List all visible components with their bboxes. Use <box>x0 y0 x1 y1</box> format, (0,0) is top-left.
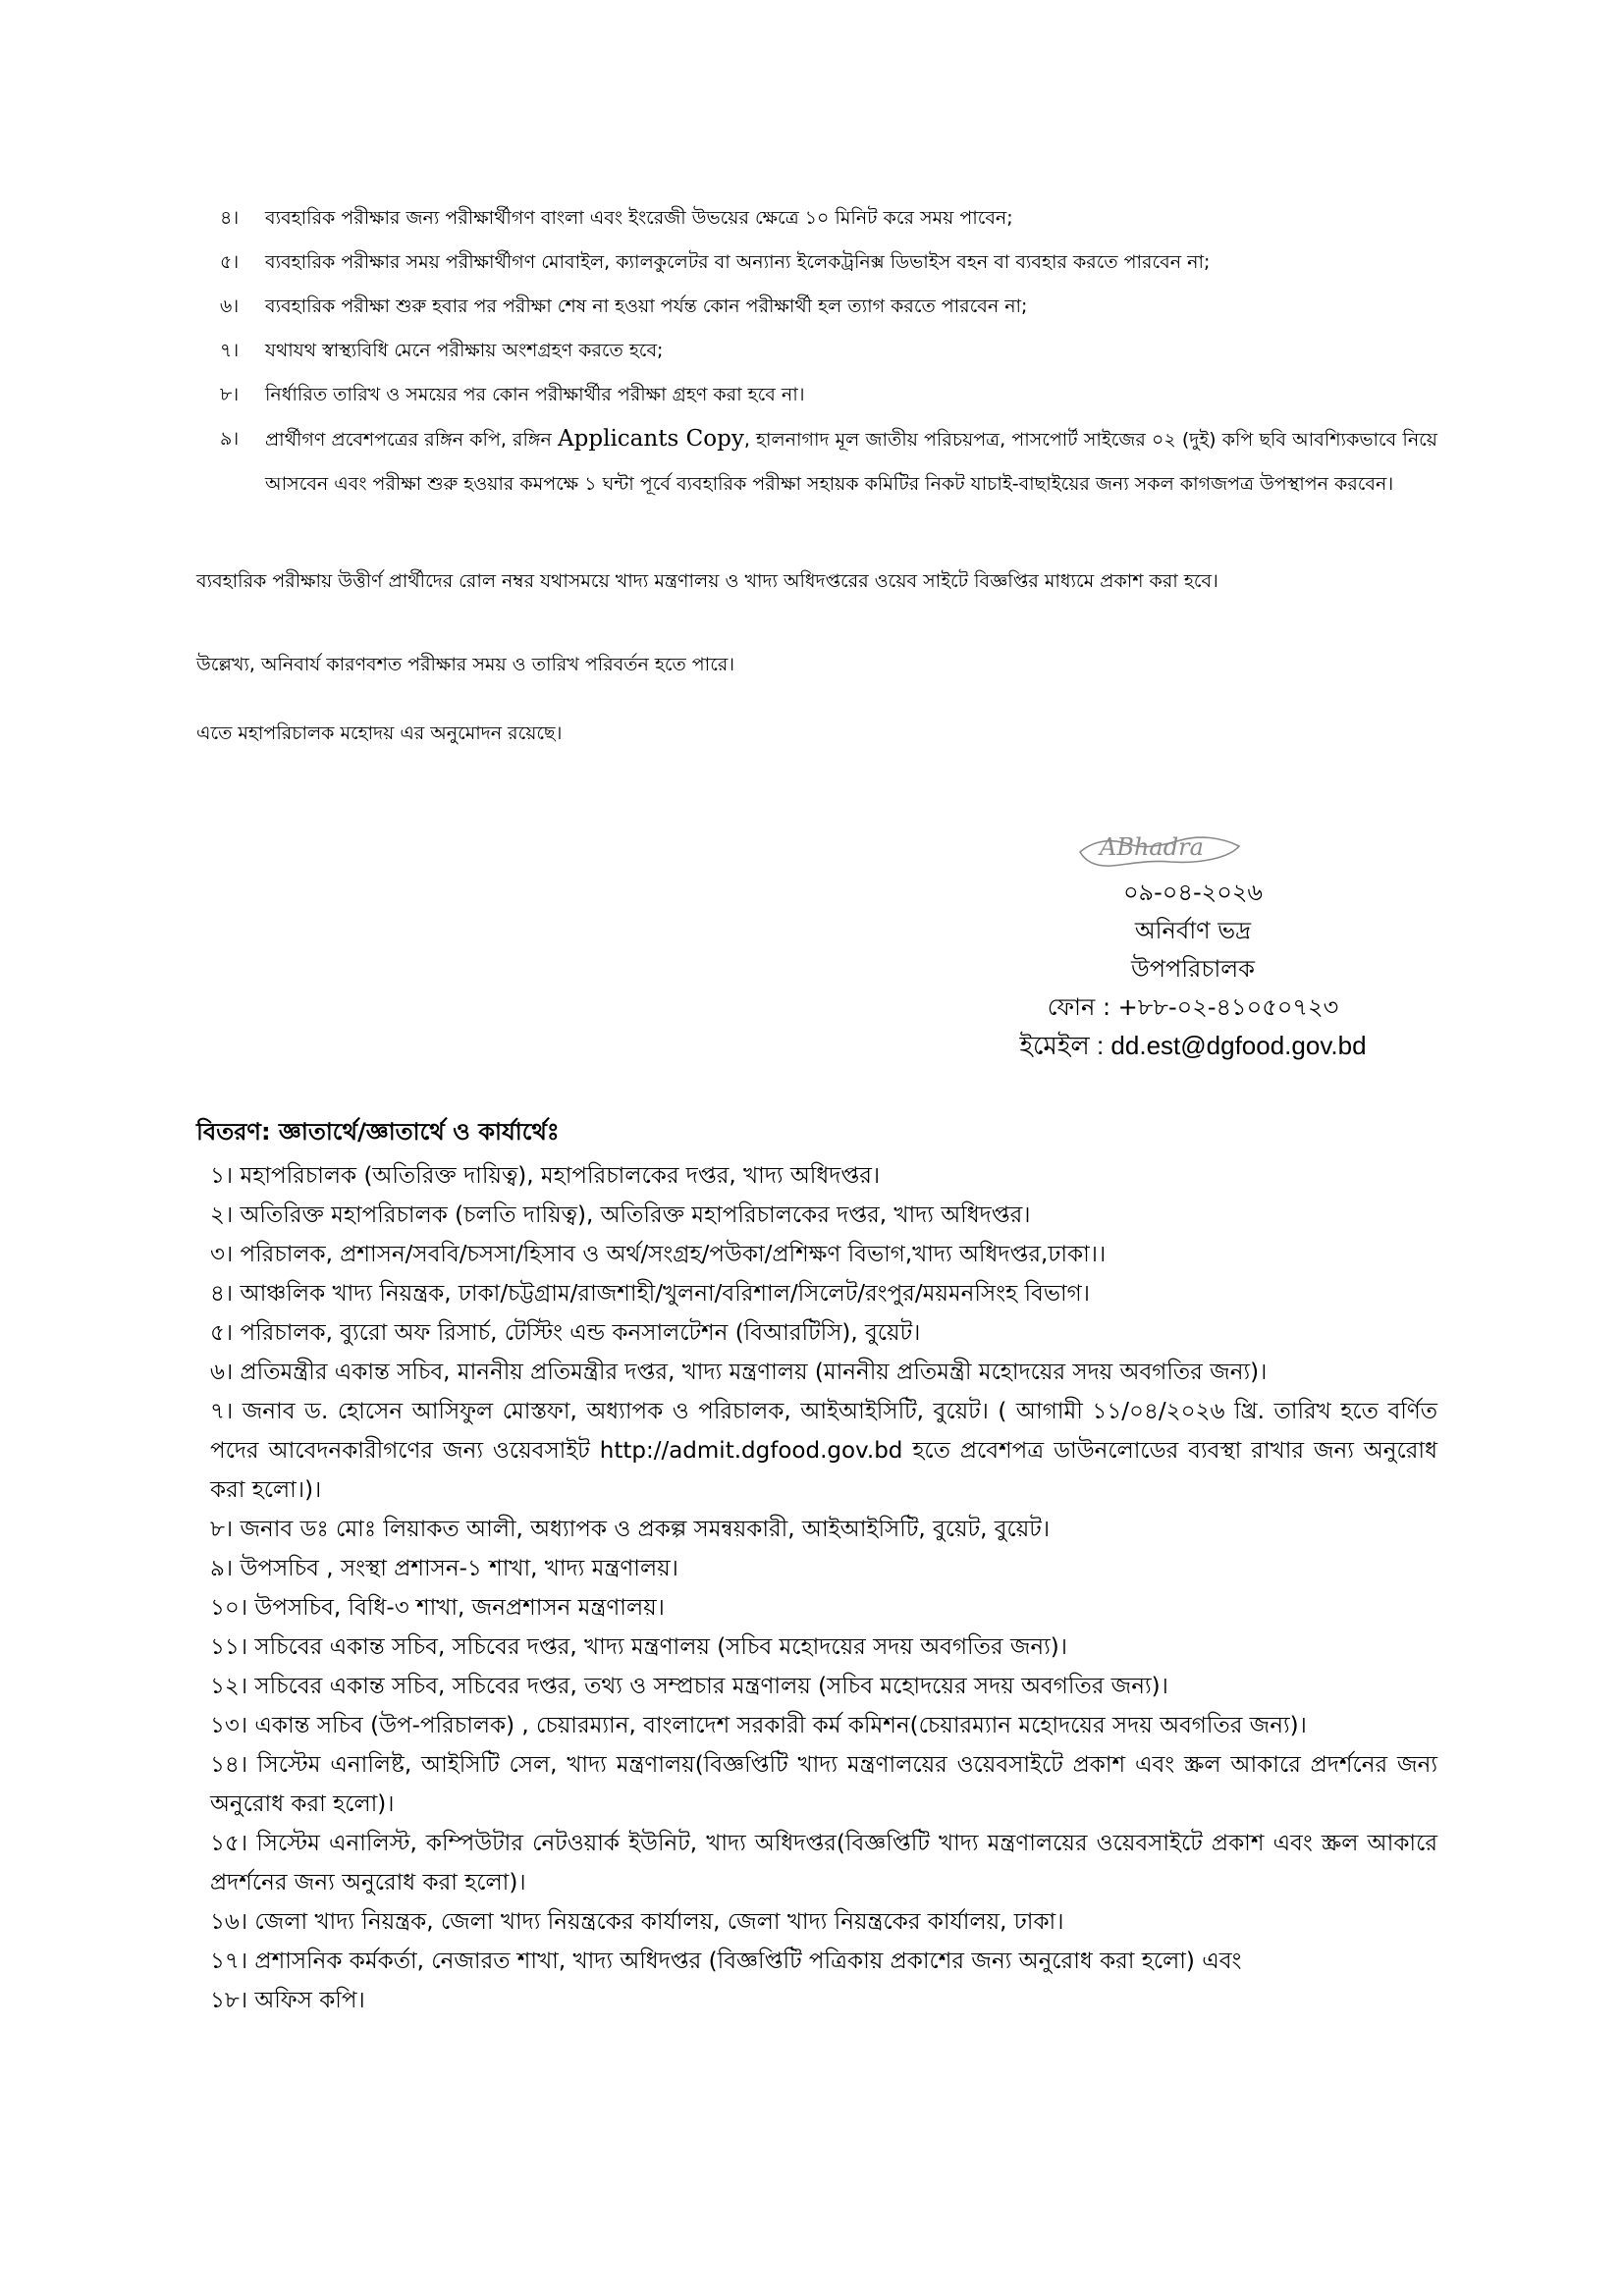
instruction-number: ৫। <box>220 251 240 273</box>
result-notice: ব্যবহারিক পরীক্ষায় উত্তীর্ণ প্রার্থীদের রোল নম্বর যথাসময়ে খাদ্য মন্ত্রণালয় ও খাদ্য অধিদপ্তরের ওয়েব সাইটে বিজ্ঞপ্তির মাধ্যমে প্রকাশ করা হবে। <box>196 570 1218 592</box>
applicants-copy-text: Applicants Copy <box>558 426 744 452</box>
instruction-item <box>220 240 1437 285</box>
instruction-number: ৭। <box>220 340 240 361</box>
instruction-text: ব্যবহারিক পরীক্ষার জন্য পরীক্ষার্থীগণ বাংলা এবং ইংরেজী উভয়ের ক্ষেত্রে ১০ মিনিট করে সময় পাবেন; <box>265 207 1013 229</box>
instruction-item <box>220 417 1437 507</box>
instruction-item <box>220 373 1437 417</box>
instruction-item <box>220 196 1437 240</box>
distribution-item: ১৪। সিস্টেম এনালিষ্ট, আইসিটি সেল, খাদ্য মন্ত্রণালয়(বিজ্ঞপ্তিটি খাদ্য মন্ত্রণালয়ের ওয়েবসাইটে প্রকাশ এবং স্ক্রল আকারে প্রদর্শনের জন্য অনুরোধ করা হলো)। <box>210 1752 1437 1817</box>
instruction-text-part: প্রার্থীগণ প্রবেশপত্রের রঙ্গিন কপি, রঙ্গিন <box>265 429 559 451</box>
distribution-item: ১৭। প্রশাসনিক কর্মকর্তা, নেজারত শাখা, খাদ্য অধিদপ্তর (বিজ্ঞপ্তিটি পত্রিকায় প্রকাশের জন্য অনুরোধ করা হলো) এবং <box>210 1949 1242 1974</box>
distribution-item: ১৩। একান্ত সচিব (উপ-পরিচালক) , চেয়ারম্যান, বাংলাদেশ সরকারী কর্ম কমিশন(চেয়ারম্যান মহোদয়ের সদয় অবগতির জন্য)। <box>210 1713 1307 1738</box>
signatory-designation: উপপরিচালক <box>1131 955 1255 983</box>
signature-block <box>982 874 1404 1065</box>
instruction-number: ৬। <box>220 295 240 317</box>
distribution-item: ১৮। অফিস কপি। <box>210 1988 365 2013</box>
instruction-item <box>220 329 1437 373</box>
signature-image <box>1072 811 1249 880</box>
signature-date: ০৯-০৪-২০২৬ <box>1122 879 1264 906</box>
distribution-item: ১২। সচিবের একান্ত সচিব, সচিবের দপ্তর, তথ্য ও সম্প্রচার মন্ত্রণালয় (সচিব মহোদয়ের সদয় অবগতির জন্য)। <box>210 1674 1168 1699</box>
instruction-text: ব্যবহারিক পরীক্ষার সময় পরীক্ষার্থীগণ মোবাইল, ক্যালকুলেটর বা অন্যান্য ইলেকট্রনিক্স ডিভাইস বহন বা ব্যবহার করতে পারবেন না; <box>265 251 1211 273</box>
distribution-list <box>210 1156 1437 2020</box>
distribution-item: ৭। জনাব ড. হোসেন আসিফুল মোস্তফা, অধ্যাপক ও পরিচালক, আইআইসিটি, বুয়েট। ( আগামী ১১/০৪/২০২৬ খ্রি. তারিখ হতে বর্ণিত পদের আবেদনকারীগণের জন্য ওয়েবসাইট http://admit.dgfood.gov.bd হতে প্রবেশপত্র ডাউনলোডের ব্যবস্থা রাখার জন্য অনুরোধ করা হলো।)। <box>210 1399 1437 1503</box>
instruction-text <box>265 417 1437 507</box>
instruction-text-part: , হালনাগাদ মূল জাতীয় পরিচয়পত্র, পাসপোর্ট সাইজের ০২ (দুই) কপি ছবি আবশ্যিকভাবে নিয়ে আসবেন এবং পরীক্ষা শুরু হওয়ার কমপক্ষে ১ ঘন্টা পূর্বে ব্যবহারিক পরীক্ষা সহায়ক কমিটির নিকট যাচাই-বাছাইয়ের জন্য সকল কাগজপত্র উপস্থাপন করবেন। <box>265 429 1437 495</box>
approval-notice: এতে মহাপরিচালক মহোদয় এর অনুমোদন রয়েছে। <box>196 722 563 744</box>
distribution-item: ২। অতিরিক্ত মহাপরিচালক (চলতি দায়িত্ব), অতিরিক্ত মহাপরিচালকের দপ্তর, খাদ্য অধিদপ্তর। <box>210 1202 1031 1228</box>
distribution-item: ৮। জনাব ডঃ মোঃ লিয়াকত আলী, অধ্যাপক ও প্রকল্প সমন্বয়কারী, আইআইসিটি, বুয়েট, বুয়েট। <box>210 1517 1051 1542</box>
distribution-item: ৬। প্রতিমন্ত্রীর একান্ত সচিব, মাননীয় প্রতিমন্ত্রীর দপ্তর, খাদ্য মন্ত্রণালয় (মাননীয় প্রতিমন্ত্রী মহোদয়ের সদয় অবগতির জন্য)। <box>210 1360 1268 1385</box>
instruction-number: ৮। <box>220 384 240 405</box>
distribution-item: ১১। সচিবের একান্ত সচিব, সচিবের দপ্তর, খাদ্য মন্ত্রণালয় (সচিব মহোদয়ের সদয় অবগতির জন্য)। <box>210 1634 1067 1660</box>
distribution-item: ৪। আঞ্চলিক খাদ্য নিয়ন্ত্রক, ঢাকা/চট্টগ্রাম/রাজশাহী/খুলনা/বরিশাল/সিলেট/রংপুর/ময়মনসিংহ বিভাগ। <box>210 1281 1090 1307</box>
instruction-item <box>220 285 1437 329</box>
distribution-item: ১৬। জেলা খাদ্য নিয়ন্ত্রক, জেলা খাদ্য নিয়ন্ত্রকের কার্যালয়, জেলা খাদ্য নিয়ন্ত্রকের কার্যালয়, ঢাকা। <box>210 1909 1064 1935</box>
change-notice: উল্লেখ্য, অনিবার্য কারণবশত পরীক্ষার সময় ও তারিখ পরিবর্তন হতে পারে। <box>196 654 735 675</box>
instruction-text: নির্ধারিত তারিখ ও সময়ের পর কোন পরীক্ষার্থীর পরীক্ষা গ্রহণ করা হবে না। <box>265 384 805 405</box>
distribution-item: ১। মহাপরিচালক (অতিরিক্ত দায়িত্ব), মহাপরিচালকের দপ্তর, খাদ্য অধিদপ্তর। <box>210 1163 881 1189</box>
signatory-phone: ফোন : +৮৮-০২-৪১০৫০৭২৩ <box>1047 993 1339 1021</box>
instructions-list <box>220 196 1437 507</box>
distribution-item: ৯। উপসচিব , সংস্থা প্রশাসন-১ শাখা, খাদ্য মন্ত্রণালয়। <box>210 1556 678 1581</box>
distribution-item: ১৫। সিস্টেম এনালিস্ট, কম্পিউটার নেটওয়ার্ক ইউনিট, খাদ্য অধিদপ্তর(বিজ্ঞপ্তিটি খাদ্য মন্ত্রণালয়ের ওয়েবসাইটে প্রকাশ এবং স্ক্রল আকারে প্রদর্শনের জন্য অনুরোধ করা হলো)। <box>210 1831 1437 1896</box>
instruction-text: ব্যবহারিক পরীক্ষা শুরু হবার পর পরীক্ষা শেষ না হওয়া পর্যন্ত কোন পরীক্ষার্থী হল ত্যাগ করতে পারবেন না; <box>265 295 1028 317</box>
distribution-item: ৫। পরিচালক, ব্যুরো অফ রিসার্চ, টেস্টিং এন্ড কনসালটেশন (বিআরটিসি), বুয়েট। <box>210 1320 921 1346</box>
signatory-email: ইমেইল : dd.est@dgfood.gov.bd <box>1019 1031 1367 1060</box>
instruction-number: ৯। <box>220 428 240 450</box>
instruction-text: যথাযথ স্বাস্থ্যবিধি মেনে পরীক্ষায় অংশগ্রহণ করতে হবে; <box>265 340 664 361</box>
distribution-heading: বিতরণ: জ্ঞাতার্থে/জ্ঞাতার্থে ও কার্যার্থেঃ <box>196 1118 560 1146</box>
instruction-number: ৪। <box>220 207 240 229</box>
signatory-name: অনির্বাণ ভদ্র <box>1134 917 1252 944</box>
signature-text: ABhadra <box>1100 833 1204 861</box>
distribution-item: ৩। পরিচালক, প্রশাসন/সববি/চসসা/হিসাব ও অর্থ/সংগ্রহ/পউকা/প্রশিক্ষণ বিভাগ,খাদ্য অধিদপ্তর,ঢাকা।। <box>210 1242 1107 1267</box>
distribution-item: ১০। উপসচিব, বিধি-৩ শাখা, জনপ্রশাসন মন্ত্রণালয়। <box>210 1595 665 1621</box>
